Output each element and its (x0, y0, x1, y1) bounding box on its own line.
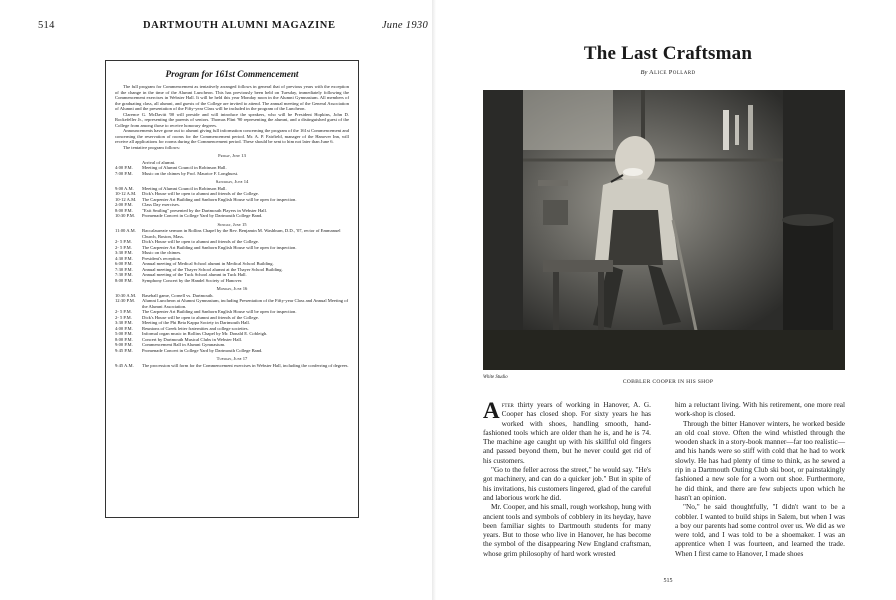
event-text: Baseball game, Cornell vs. Dartmouth. (142, 292, 214, 298)
event-time: 10-12 A.M. (115, 196, 137, 202)
intro-paragraph: Clarence G. McDavitt '00 will preside and will introduce the speakers, who will be President Hopkins, John D. Rockefeller Jr., representing the parents of seniors. Thomas Flint '90 representing the alumni, and a distinguished guest of the College from among those to receive honorary degrees. (115, 111, 349, 128)
commencement-program-box (105, 60, 359, 518)
event-text: Dick's House will be open to alumni and friends of the College. (142, 314, 259, 320)
program-title: Program for 161st Commencement (165, 69, 299, 79)
event-time: 7:30 P.M. (115, 272, 133, 277)
event-time: 10:30 A.M. (115, 292, 137, 298)
event-text: The Carpenter Art Building and Sanborn English House will be open for inspection. (142, 244, 297, 250)
schedule-row (115, 171, 349, 177)
page-number-right: 515 (663, 578, 673, 584)
article-paragraph: Through the bitter Hanover winters, he worked beside an old coal stove. Often the wind whistled through the wooden shack in a story-book manner—far too realistic—and his hands were so stiff with cold that he had to work slowly. He has had plenty of time to think, as he sewed a rip in a Dartmouth Outing Club ski boot, or painstakingly fashioned a new sole for a worn out shoe. Furthermore, he did think, and there are few subjects upon which he hasn't an opinion. (675, 418, 846, 502)
event-text: The Carpenter Art Building and Sanborn English House will be open for inspection. (142, 196, 297, 202)
event-time: 4:00 P.M. (115, 325, 133, 331)
event-time: 9:45 P.M. (115, 347, 133, 353)
right-page (440, 0, 896, 600)
event-text: Annual meeting of the Thayer School alumni at the Thayer School Building. (142, 266, 283, 272)
event-time: 9:00 A.M. (115, 185, 134, 191)
magazine-name: DARTMOUTH ALUMNI MAGAZINE (143, 20, 336, 31)
event-time: 8:00 P.M. (115, 277, 133, 283)
event-time: 9:00 P.M. (115, 342, 133, 347)
event-time: 4:30 P.M. (115, 255, 133, 261)
event-time: 3:30 P.M. (115, 250, 133, 255)
schedule-row (115, 278, 349, 284)
event-time: 12:30 P.M. (115, 298, 136, 303)
event-text: Reunions of Greek letter fraternities and college societies. (142, 325, 249, 331)
program-schedule (115, 153, 349, 368)
schedule-row (115, 213, 349, 219)
lead-small-caps: fter (501, 400, 514, 409)
schedule-row (115, 363, 349, 369)
page-gutter (432, 0, 436, 600)
event-time: 8:00 P.M. (115, 336, 133, 342)
event-text: Music on the chimes. (142, 250, 182, 255)
event-time: 11:00 A.M. (115, 228, 136, 233)
left-page (0, 0, 430, 600)
cobbler-photo (483, 90, 845, 370)
paragraph-text: Mr. Cooper, and his small, rough workshop, hung with ancient tools and symbols of cobblery in its heyday, have been familiar sights to Dartmouth students for many years. But to those who live in Hanover, he has become the symbol of the disappearing New England craftsman, whose grim philosophy of hard work wrested (483, 502, 651, 558)
drop-cap: A (483, 398, 500, 423)
event-time: 2- 5 P.M. (115, 309, 132, 314)
event-text: Arrival of alumni. (142, 159, 176, 165)
byline (440, 69, 896, 76)
day-heading: Tuesday, June 17 (216, 356, 248, 361)
day-heading: Saturday, June 14 (215, 179, 249, 184)
day-heading: Sunday, June 15 (217, 221, 247, 227)
event-text: Dick's House will be open to alumni and friends of the College. (142, 239, 259, 244)
event-text: Meeting of the Phi Beta Kappa Society in Dartmouth Hall. (142, 320, 250, 325)
event-time: 3:30 P.M. (115, 320, 133, 325)
event-text: The Carpenter Art Building and Sanborn English House will be open for inspection. (142, 309, 297, 314)
article-paragraph: "No," he said thoughtfully, "I didn't want to be a cobbler. I wanted to build ships in Salem, but when I was a boy our parents had some control over us. We did as we were told, and I was told to be a shoemaker. I was an apprentice when I was fourteen, and learned the trade. When I first came to Hanover, I made shoes (675, 502, 845, 558)
page-number: 514 (38, 20, 55, 31)
program-intro (115, 84, 349, 150)
event-time: 2- 5 P.M. (115, 239, 132, 244)
event-time: 2- 5 P.M. (115, 244, 132, 250)
article-paragraph: him a reluctant living. With his retirement, one more real work-shop is closed. (675, 400, 845, 419)
schedule-row (115, 298, 349, 309)
author-name: Alice Pollard (648, 69, 696, 76)
article-paragraph (483, 400, 651, 465)
article-paragraph (483, 465, 651, 502)
event-text: Concert by Dartmouth Musical Clubs in Webster Hall. (142, 336, 243, 342)
event-text: Commencement Ball in Alumni Gymnasium. (142, 342, 226, 347)
byline-prefix: By (640, 69, 648, 76)
event-time: 7:00 P.M. (115, 170, 133, 176)
event-time: 2:00 P.M. (115, 202, 133, 207)
paragraph-text: thirty years of working in Hanover, A. G. Cooper has closed shop. For sixty years he has worked with shoes, handling smooth, hand-fashioned tools which are older than he is, and he is 74. The machine age caught up with his skillful old fingers and passed beyond them, but he never could get rid of his customers. (483, 400, 651, 465)
intro-paragraph: Announcements have gone out to alumni giving full information concerning the program of the 161st Commencement and concerning the reservation of rooms for the Commencement period. Mr. A. P. Fairfield, manager of the Hanover Inn, will receive all applications for rooms during the Commencement period. These should be sent to him not later than June 6. (115, 128, 349, 144)
event-time: 5:00 P.M. (115, 331, 133, 336)
schedule-row (115, 228, 349, 239)
event-time: 10-12 A.M. (115, 191, 137, 196)
article-column-1 (483, 400, 651, 558)
event-text: Alumni Luncheon at Alumni Gymnasium, including Presentation of the Fifty-year Class and Annual Meeting of the Alumni Association. (142, 298, 349, 309)
event-time: 10:30 P.M. (115, 213, 136, 218)
issue-date: June 1930 (381, 20, 428, 31)
paragraph-text: "Go to the feller across the street," he would say. "He's got machinery, and can do a quicker job." But in spite of his invitations, his customers lingered, glad of the careful and laborious work he did. (483, 465, 651, 502)
article-paragraph (483, 502, 651, 558)
event-text: Promenade Concert in College Yard by Dartmouth College Band. (142, 213, 263, 218)
photo-caption: COBBLER COOPER IN HIS SHOP (622, 379, 714, 385)
event-text: Class Day exercises. (142, 202, 180, 207)
event-time: 2- 5 P.M. (115, 314, 132, 320)
article-title: The Last Craftsman (583, 43, 753, 64)
event-text: Meeting of Alumni Council in Robinson Hall. (142, 185, 227, 191)
event-text: Promenade Concert in College Yard by Dartmouth College Band. (142, 347, 263, 353)
event-text: Dick's House will be open to alumni and friends of the College. (142, 191, 259, 196)
event-text: President's reception. (142, 255, 182, 261)
event-time: 9:45 A.M. (115, 362, 134, 368)
day-heading: Friday, June 13 (218, 153, 246, 158)
event-text: Annual meeting of the Tuck School alumni in Tuck Hall. (142, 272, 247, 277)
event-text: Baccalaureate sermon in Rollins Chapel by the Rev. Benjamin M. Washburn, D.D., '07, rector of Emmanuel Church, Boston, Mass. (142, 228, 341, 239)
day-heading: Monday, June 16 (216, 286, 248, 291)
event-text: The procession will form for the Commencement exercises in Webster Hall, including the conferring of degrees. (142, 362, 349, 368)
article-column-2 (675, 400, 845, 558)
event-text: Annual meeting of Medical School alumni in Medical School Building. (142, 261, 274, 266)
intro-paragraph: The full program for Commencement as tentatively arranged follows in general that of previous years with the exception of the change in the time of the Alumni Luncheon. This has previously been held on Tuesday, immediately following the Commencement exercises in Webster Hall. It will be held this year Monday noon in the Alumni Gymnasium. All members of the graduating class, all alumni, and guests of the College are invited to attend. The annual meeting of the General Association of Alumni and the presentation of the Fifty-year Class will be included in the program of the Luncheon. (115, 84, 349, 111)
event-text: Informal organ music in Rollins Chapel by Mr. Donald E. Cobleigh. (142, 331, 268, 336)
event-text: Music on the chimes by Prof. Maurice F. Longhurst. (142, 170, 239, 176)
event-time: 8:00 P.M. (115, 207, 133, 213)
event-text: Symphony Concert by the Handel Society of Hanover. (142, 277, 243, 283)
event-time: 7:30 P.M. (115, 266, 133, 272)
event-text: Meeting of Alumni Council in Robinson Hall. (142, 165, 227, 170)
cobbler-photo-illustration (483, 90, 845, 370)
event-time: 4:00 P.M. (115, 165, 133, 170)
photo-credit: White Studio (483, 375, 508, 380)
event-text: "Exit Smiling" presented by the Dartmouth Players in Webster Hall. (142, 207, 268, 213)
event-time: 6:00 P.M. (115, 261, 133, 266)
schedule-row (115, 348, 349, 354)
intro-paragraph: The tentative program follows: (123, 144, 181, 150)
